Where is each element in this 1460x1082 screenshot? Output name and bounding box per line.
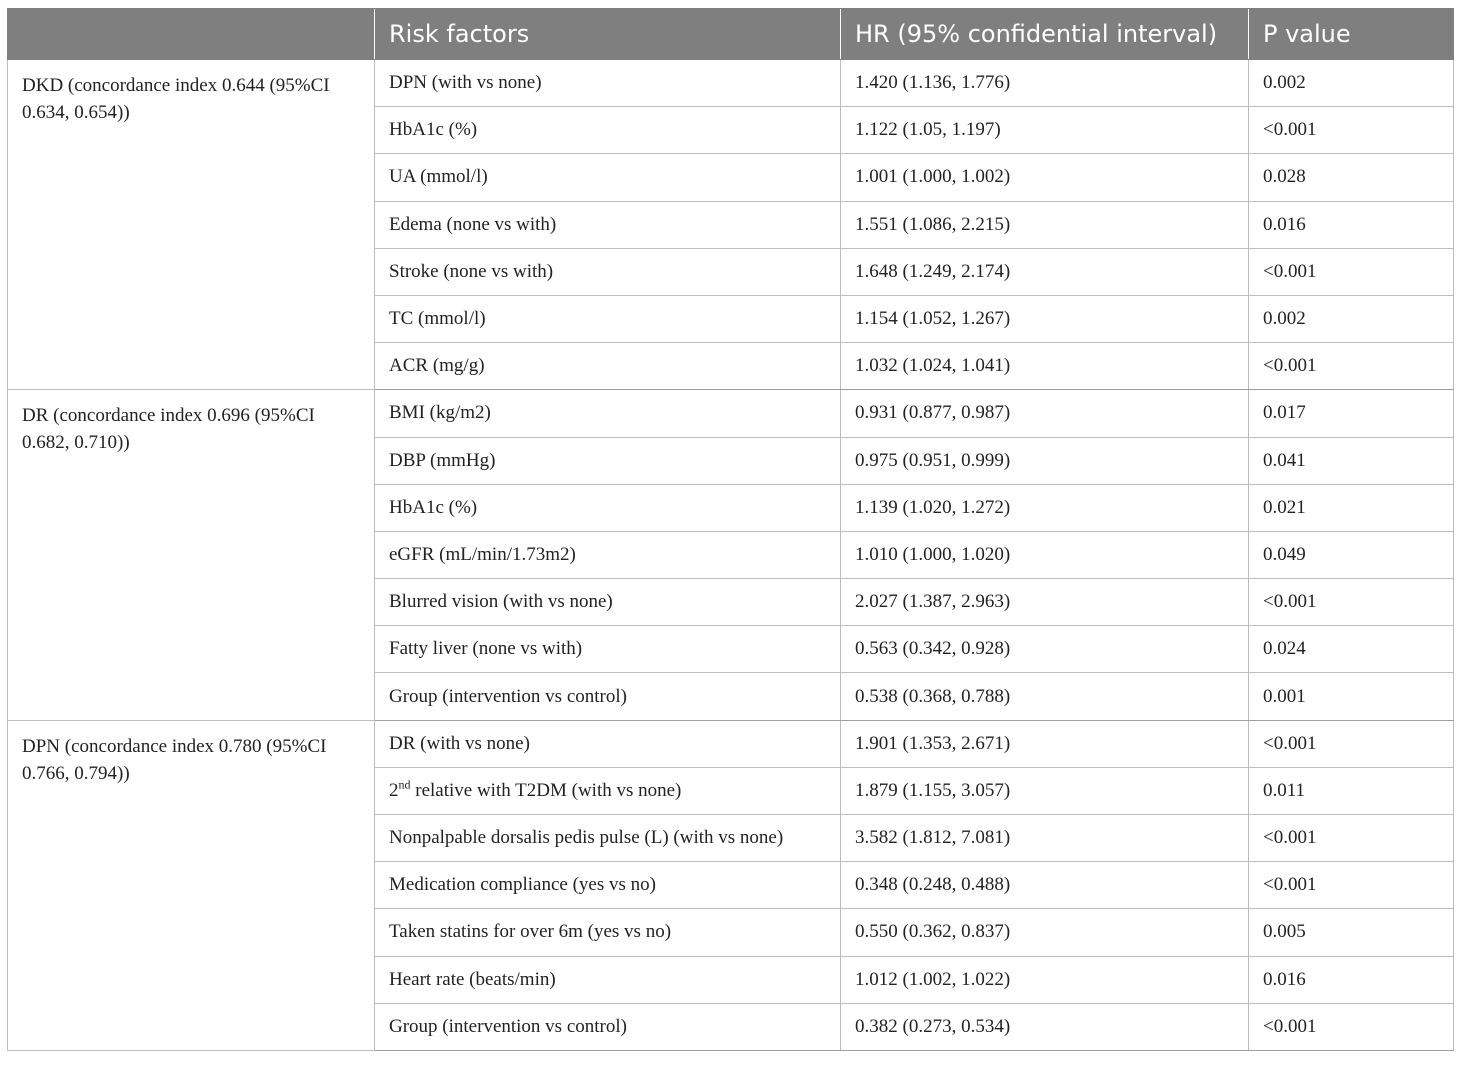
risk-factor-table-container	[7, 8, 1453, 1051]
risk-factor-cell: Edema (none vs with)	[375, 201, 841, 248]
p-value-cell: 0.028	[1249, 154, 1454, 201]
p-value-cell: 0.049	[1249, 531, 1454, 578]
risk-factor-cell: HbA1c (%)	[375, 107, 841, 154]
table-row	[8, 390, 1454, 437]
header-cell-risk-factors: Risk factors	[375, 9, 841, 60]
p-value-cell: 0.001	[1249, 673, 1454, 720]
hr-cell: 3.582 (1.812, 7.081)	[841, 815, 1249, 862]
p-value-cell: <0.001	[1249, 815, 1454, 862]
hr-cell: 1.901 (1.353, 2.671)	[841, 720, 1249, 767]
p-value-cell: 0.002	[1249, 295, 1454, 342]
risk-factor-cell: Fatty liver (none vs with)	[375, 626, 841, 673]
table-row	[8, 60, 1454, 107]
hr-cell: 1.032 (1.024, 1.041)	[841, 343, 1249, 390]
header-cell-hr: HR (95% confidential interval)	[841, 9, 1249, 60]
hr-cell: 1.012 (1.002, 1.022)	[841, 956, 1249, 1003]
p-value-cell: 0.016	[1249, 956, 1454, 1003]
p-value-cell: <0.001	[1249, 107, 1454, 154]
hr-cell: 2.027 (1.387, 2.963)	[841, 579, 1249, 626]
hr-cell: 1.154 (1.052, 1.267)	[841, 295, 1249, 342]
p-value-cell: <0.001	[1249, 248, 1454, 295]
hr-cell: 0.563 (0.342, 0.928)	[841, 626, 1249, 673]
table-header	[8, 9, 1454, 60]
group-label-dpn: DPN (concordance index 0.780 (95%CI 0.766, 0.794))	[8, 720, 375, 1050]
risk-factor-cell: ACR (mg/g)	[375, 343, 841, 390]
risk-factor-cell: Heart rate (beats/min)	[375, 956, 841, 1003]
p-value-cell: 0.011	[1249, 767, 1454, 814]
risk-factor-cell: TC (mmol/l)	[375, 295, 841, 342]
p-value-cell: 0.017	[1249, 390, 1454, 437]
p-value-cell: 0.041	[1249, 437, 1454, 484]
hr-cell: 1.122 (1.05, 1.197)	[841, 107, 1249, 154]
hr-cell: 1.010 (1.000, 1.020)	[841, 531, 1249, 578]
risk-factor-table	[7, 8, 1454, 1051]
risk-factor-cell: Group (intervention vs control)	[375, 673, 841, 720]
risk-factor-cell: DR (with vs none)	[375, 720, 841, 767]
risk-factor-cell: Medication compliance (yes vs no)	[375, 862, 841, 909]
hr-cell: 0.538 (0.368, 0.788)	[841, 673, 1249, 720]
group-label-dr: DR (concordance index 0.696 (95%CI 0.682, 0.710))	[8, 390, 375, 720]
hr-cell: 1.001 (1.000, 1.002)	[841, 154, 1249, 201]
hr-cell: 0.348 (0.248, 0.488)	[841, 862, 1249, 909]
p-value-cell: <0.001	[1249, 343, 1454, 390]
table-row	[8, 720, 1454, 767]
p-value-cell: <0.001	[1249, 720, 1454, 767]
header-row	[8, 9, 1454, 60]
hr-cell: 1.648 (1.249, 2.174)	[841, 248, 1249, 295]
hr-cell: 0.931 (0.877, 0.987)	[841, 390, 1249, 437]
p-value-cell: <0.001	[1249, 862, 1454, 909]
hr-cell: 1.139 (1.020, 1.272)	[841, 484, 1249, 531]
risk-factor-cell	[375, 767, 841, 814]
p-value-cell: <0.001	[1249, 1003, 1454, 1050]
p-value-cell: 0.024	[1249, 626, 1454, 673]
ordinal-superscript: nd	[398, 777, 411, 792]
risk-factor-cell: DPN (with vs none)	[375, 60, 841, 107]
p-value-cell: 0.021	[1249, 484, 1454, 531]
p-value-cell: 0.016	[1249, 201, 1454, 248]
hr-cell: 0.975 (0.951, 0.999)	[841, 437, 1249, 484]
hr-cell: 0.382 (0.273, 0.534)	[841, 1003, 1249, 1050]
group-label-dkd: DKD (concordance index 0.644 (95%CI 0.634, 0.654))	[8, 60, 375, 390]
risk-factor-cell: eGFR (mL/min/1.73m2)	[375, 531, 841, 578]
risk-factor-cell: Blurred vision (with vs none)	[375, 579, 841, 626]
risk-factor-cell: DBP (mmHg)	[375, 437, 841, 484]
table-body	[8, 60, 1454, 1051]
factor-suffix: relative with T2DM (with vs none)	[410, 779, 682, 801]
hr-cell: 1.420 (1.136, 1.776)	[841, 60, 1249, 107]
risk-factor-cell: BMI (kg/m2)	[375, 390, 841, 437]
risk-factor-cell: UA (mmol/l)	[375, 154, 841, 201]
risk-factor-cell: Taken statins for over 6m (yes vs no)	[375, 909, 841, 956]
p-value-cell: <0.001	[1249, 579, 1454, 626]
risk-factor-cell: Stroke (none vs with)	[375, 248, 841, 295]
hr-cell: 0.550 (0.362, 0.837)	[841, 909, 1249, 956]
hr-cell: 1.879 (1.155, 3.057)	[841, 767, 1249, 814]
header-cell-p-value: P value	[1249, 9, 1454, 60]
risk-factor-cell: Group (intervention vs control)	[375, 1003, 841, 1050]
header-cell-outcome	[8, 9, 375, 60]
risk-factor-cell: HbA1c (%)	[375, 484, 841, 531]
p-value-cell: 0.005	[1249, 909, 1454, 956]
hr-cell: 1.551 (1.086, 2.215)	[841, 201, 1249, 248]
factor-prefix: 2	[389, 779, 399, 801]
p-value-cell: 0.002	[1249, 60, 1454, 107]
risk-factor-cell: Nonpalpable dorsalis pedis pulse (L) (with vs none)	[375, 815, 841, 862]
